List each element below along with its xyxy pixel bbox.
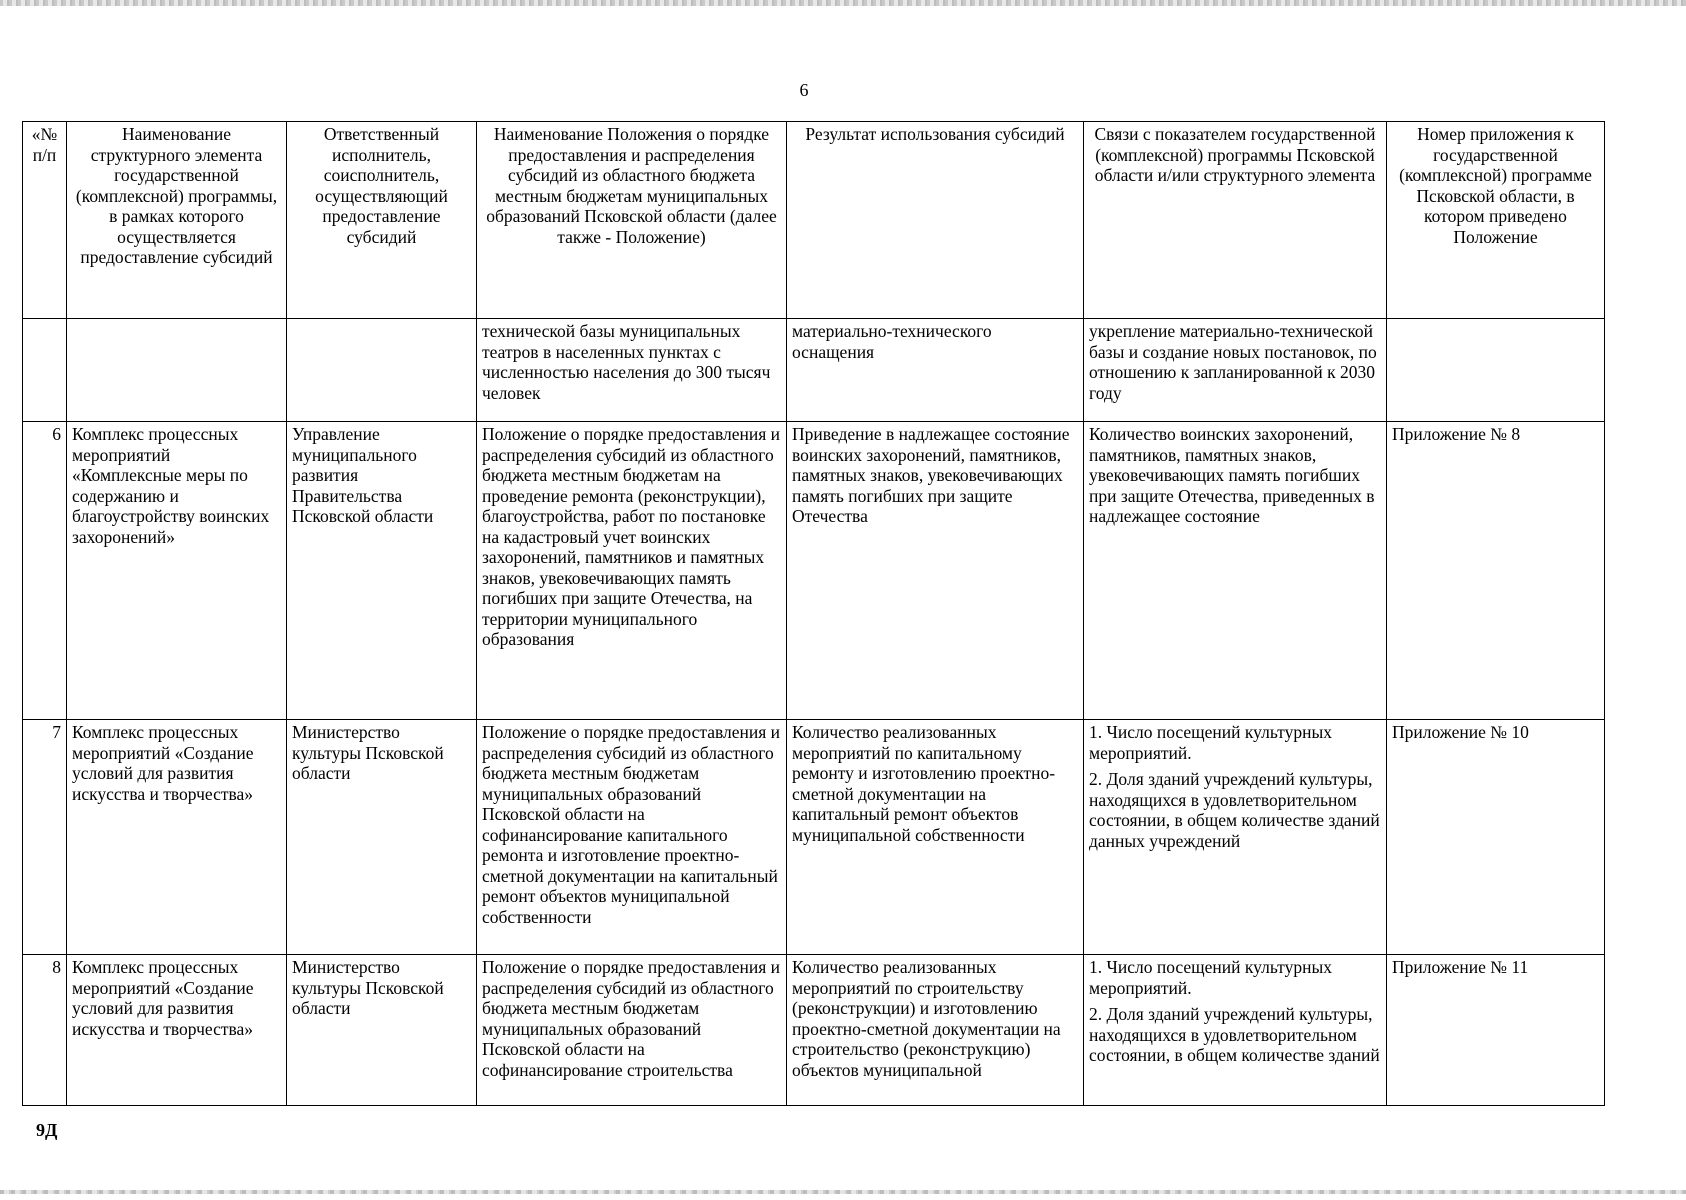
cell-appendix: Приложение № 8: [1387, 422, 1605, 720]
table-header-row: [23, 122, 1605, 319]
cell-regulation: Положение о порядке предоставления и распределения субсидий из областного бюджета местным бюджетам на проведение ремонта (реконструкции), благоустройства, работ по постановке на кадастровый учет воинских захоронений, памятников и памятных знаков, увековечивающих память погибших при защите Отечества, на территории муниципального образования: [477, 422, 787, 720]
header-cell-indicators: Связи с показателем государственной (комплексной) программы Псковской области и/или структурного элемента: [1084, 122, 1387, 319]
cell-result: Количество реализованных мероприятий по капитальному ремонту и изготовлению проектно-сметной документации на капитальный ремонт объектов муниципальной собственности: [787, 720, 1084, 955]
cell-indicators: [1084, 422, 1387, 720]
indicator-item: 1. Число посещений культурных мероприятий.: [1089, 957, 1332, 998]
cell-appendix: Приложение № 11: [1387, 955, 1605, 1106]
page-number: 6: [799, 80, 809, 100]
cell-executor: [287, 319, 477, 422]
cell-element: Комплекс процессных мероприятий «Создание условий для развития искусства и творчества»: [67, 955, 287, 1106]
scan-edge-top: [0, 0, 1686, 6]
table-row: [23, 955, 1605, 1106]
cell-indicators: укрепление материально-технической базы и создание новых постановок, по отношению к запланированной к 2030 году: [1084, 319, 1387, 422]
cell-number: [23, 319, 67, 422]
cell-result: материально-технического оснащения: [787, 319, 1084, 422]
cell-indicators: [1084, 720, 1387, 955]
cell-executor: Министерство культуры Псковской области: [287, 955, 477, 1106]
table-row: [23, 720, 1605, 955]
cell-element: Комплекс процессных мероприятий «Создание условий для развития искусства и творчества»: [67, 720, 287, 955]
header-cell-regulation: Наименование Положения о порядке предоставления и распределения субсидий из областного бюджета местным бюджетам муниципальных образований Псковской области (далее также - Положение): [477, 122, 787, 319]
indicator-item: 2. Доля зданий учреждений культуры, находящихся в удовлетворительном состоянии, в общем количестве зданий: [1089, 1004, 1380, 1065]
scan-edge-bottom: [0, 1190, 1686, 1194]
cell-appendix: [1387, 319, 1605, 422]
cell-regulation: технической базы муниципальных театров в населенных пунктах с численностью населения до 300 тысяч человек: [477, 319, 787, 422]
cell-result: Количество реализованных мероприятий по строительству (реконструкции) и изготовлению проектно-сметной документации на строительство (реконструкцию) объектов муниципальной: [787, 955, 1084, 1106]
cell-element: [67, 319, 287, 422]
cell-executor: Управление муниципального развития Правительства Псковской области: [287, 422, 477, 720]
cell-number: 6: [23, 422, 67, 720]
cell-indicators: [1084, 955, 1387, 1106]
cell-number: 8: [23, 955, 67, 1106]
cell-regulation: Положение о порядке предоставления и распределения субсидий из областного бюджета местным бюджетам муниципальных образований Псковской области на софинансирование строительства: [477, 955, 787, 1106]
indicator-item: 1. Число посещений культурных мероприятий.: [1089, 722, 1332, 763]
cell-result: Приведение в надлежащее состояние воинских захоронений, памятников, памятных знаков, увековечивающих память погибших при защите Отечества: [787, 422, 1084, 720]
subsidies-table: [22, 121, 1605, 1106]
header-cell-appendix: Номер приложения к государственной (комплексной) программе Псковской области, в котором приведено Положение: [1387, 122, 1605, 319]
cell-appendix: Приложение № 10: [1387, 720, 1605, 955]
cell-number: 7: [23, 720, 67, 955]
indicator-item: Количество воинских захоронений, памятников, памятных знаков, увековечивающих память погибших при защите Отечества, приведенных в надлежащее состояние: [1089, 424, 1375, 526]
footer-code: 9Д: [36, 1120, 58, 1140]
indicator-item: 2. Доля зданий учреждений культуры, находящихся в удовлетворительном состоянии, в общем количестве зданий данных учреждений: [1089, 769, 1380, 851]
header-cell-element: Наименование структурного элемента государственной (комплексной) программы, в рамках которого осуществляется предоставление субсидий: [67, 122, 287, 319]
table-row: [23, 422, 1605, 720]
cell-regulation: Положение о порядке предоставления и распределения субсидий из областного бюджета местным бюджетам муниципальных образований Псковской области на софинансирование капитального ремонта и изготовление проектно-сметной документации на капитальный ремонт объектов муниципальной собственности: [477, 720, 787, 955]
cell-executor: Министерство культуры Псковской области: [287, 720, 477, 955]
table-row-continuation: [23, 319, 1605, 422]
cell-element: Комплекс процессных мероприятий «Комплексные меры по содержанию и благоустройству воинских захоронений»: [67, 422, 287, 720]
header-cell-executor: Ответственный исполнитель, соисполнитель, осуществляющий предоставление субсидий: [287, 122, 477, 319]
header-cell-number: «№ п/п: [23, 122, 67, 319]
header-cell-result: Результат использования субсидий: [787, 122, 1084, 319]
